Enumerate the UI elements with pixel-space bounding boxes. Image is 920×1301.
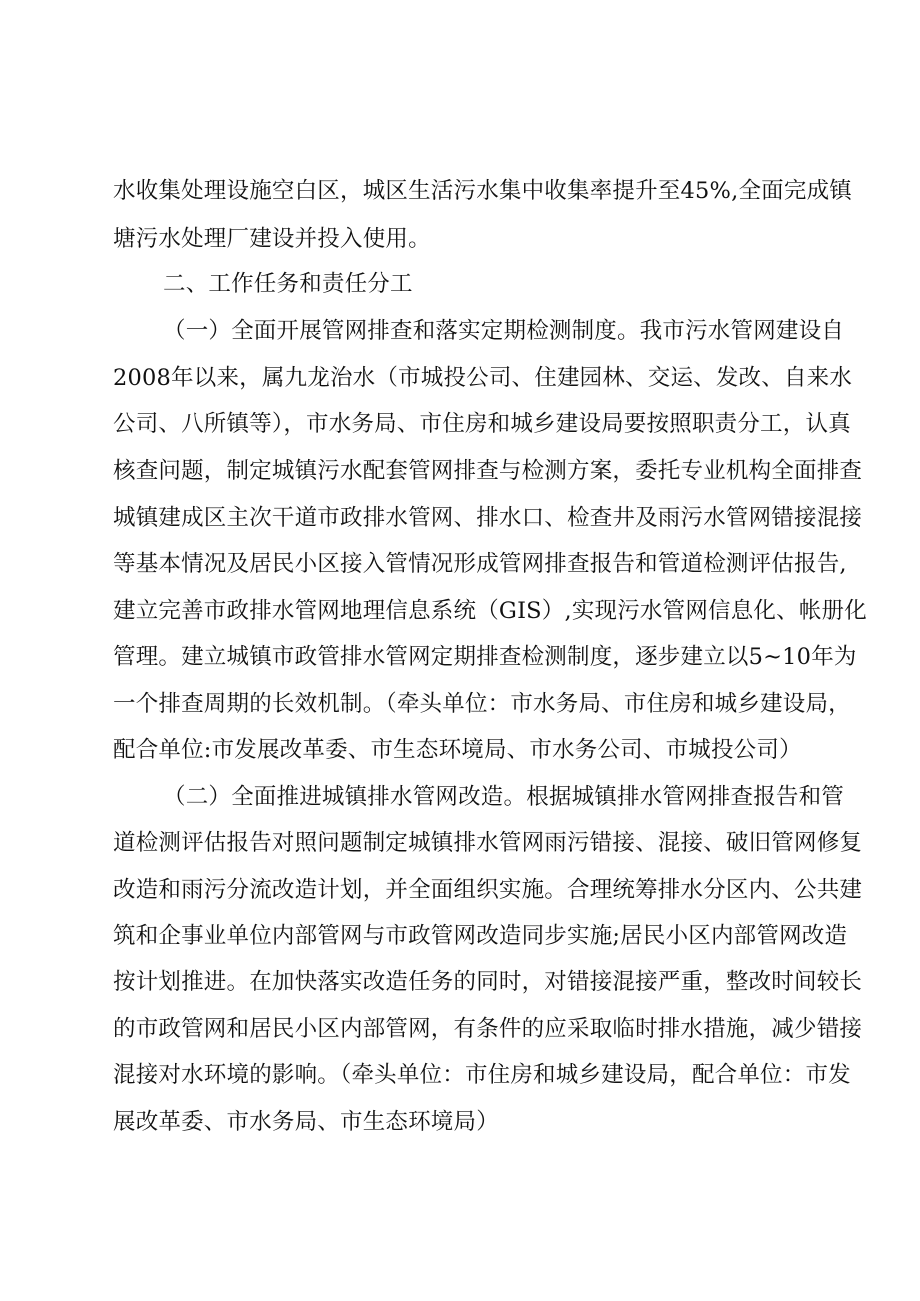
paragraph-line: 管理。建立城镇市政管排水管网定期排查检测制度，逐步建立以5~10年为 xyxy=(113,644,857,670)
paragraph-line: 的市政管网和居民小区内部管网，有条件的应采取临时排水措施，减少错接 xyxy=(113,1016,863,1042)
paragraph-line: 一个排查周期的长效机制。（牵头单位：市水务局、市住房和城乡建设局， xyxy=(113,691,851,717)
paragraph-line: 筑和企事业单位内部管网与市政管网改造同步实施;居民小区内部管网改造 xyxy=(113,923,848,949)
paragraph-line: 2008年以来，属九龙治水（市城投公司、住建园林、交运、发改、自来水 xyxy=(113,365,853,391)
paragraph-line: 城镇建成区主次干道市政排水管网、排水口、检查井及雨污水管网错接混接 xyxy=(113,505,863,531)
paragraph-line: （一）全面开展管网排查和落实定期检测制度。我市污水管网建设自 xyxy=(163,318,845,344)
paragraph-line: 建立完善市政排水管网地理信息系统（GIS）,实现污水管网信息化、帐册化 xyxy=(113,598,867,624)
paragraph-line: 混接对水环境的影响。（牵头单位：市住房和城乡建设局，配合单位：市发 xyxy=(113,1062,851,1088)
paragraph-line: 展改革委、市水务局、市生态环境局） xyxy=(113,1109,499,1135)
section-heading: 二、工作任务和责任分工 xyxy=(163,271,413,297)
paragraph-line: 按计划推进。在加快落实改造任务的同时，对错接混接严重，整改时间较长 xyxy=(113,969,863,995)
paragraph-line: 配合单位:市发展改革委、市生态环境局、市水务公司、市城投公司） xyxy=(113,737,802,763)
paragraph-line: 塘污水处理厂建设并投入使用。 xyxy=(113,226,431,252)
paragraph-line: 改造和雨污分流改造计划，并全面组织实施。合理统筹排水分区内、公共建 xyxy=(113,877,863,903)
paragraph-line: （二）全面推进城镇排水管网改造。根据城镇排水管网排查报告和管 xyxy=(163,784,845,810)
paragraph-line: 道检测评估报告对照问题制定城镇排水管网雨污错接、混接、破旧管网修复 xyxy=(113,830,863,856)
paragraph-line: 公司、八所镇等），市水务局、市住房和城乡建设局要按照职责分工，认真 xyxy=(113,411,851,437)
paragraph-line: 核查问题，制定城镇污水配套管网排查与检测方案，委托专业机构全面排查 xyxy=(113,458,863,484)
paragraph-line: 等基本情况及居民小区接入管情况形成管网排查报告和管道检测评估报告, xyxy=(113,551,847,577)
paragraph-line: 水收集处理设施空白区，城区生活污水集中收集率提升至45%,全面完成镇 xyxy=(113,178,852,204)
